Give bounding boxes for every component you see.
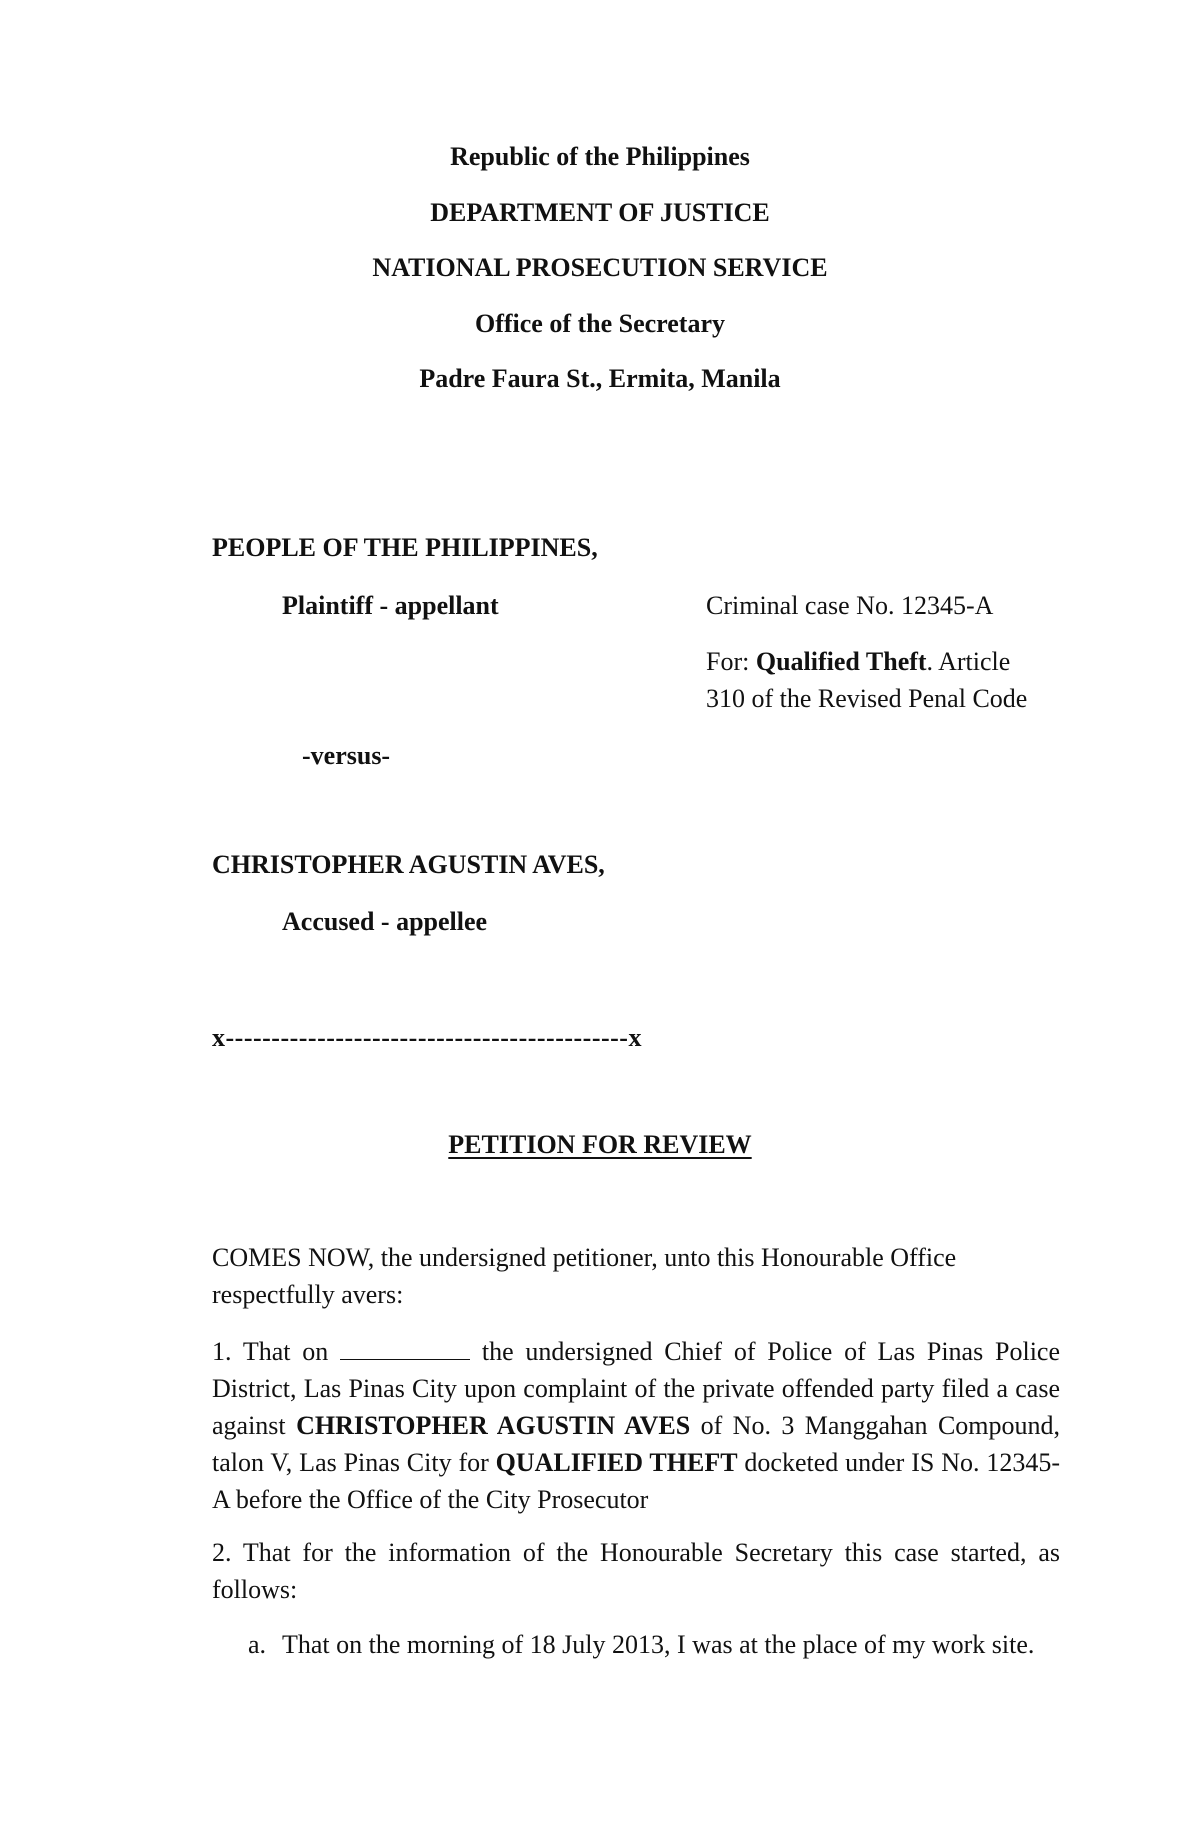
document-title-text: PETITION FOR REVIEW [448, 1130, 752, 1159]
paragraph-1-docket: docketed under IS No. 12345-A before the Office of the City Prosecutor [212, 1448, 1060, 1514]
list-item-text: That on the morning of 18 July 2013, I was at the place of my work site. [282, 1630, 1035, 1659]
accused-name: CHRISTOPHER AGUSTIN AVES, [212, 850, 605, 879]
for-label: For: [706, 647, 750, 676]
paragraph-1-intro: 1. That on [212, 1337, 329, 1366]
header-department: DEPARTMENT OF JUSTICE [430, 198, 770, 227]
paragraph-1-address: of No. 3 Manggahan Compound, talon V, Las Pinas City for [212, 1411, 1061, 1477]
paragraph-1-body: the undersigned Chief of Police of Las Pinas Police District, Las Pinas City upon complaint of the private offended party filed a case against [212, 1337, 1060, 1440]
case-number: Criminal case No. 12345-A [706, 591, 994, 620]
header-republic: Republic of the Philippines [450, 142, 750, 171]
versus-label: -versus- [302, 741, 391, 770]
case-offense-line1 [706, 644, 1060, 680]
paragraph-1 [212, 1333, 1060, 1518]
for-article: . Article [926, 647, 1011, 676]
header-office: Office of the Secretary [474, 309, 725, 338]
paragraph-2: 2. That for the information of the Honourable Secretary this case started, as follows: [212, 1538, 1060, 1604]
list-item-marker: a. [248, 1630, 267, 1659]
paragraph-1-offense: QUALIFIED THEFT [495, 1448, 738, 1477]
accused-role: Accused - appellee [282, 907, 488, 936]
intro-line2: respectfully avers: [212, 1280, 404, 1309]
header-address: Padre Faura St., Ermita, Manila [419, 364, 781, 393]
date-blank-line [340, 1335, 470, 1360]
header-prosecution-service: NATIONAL PROSECUTION SERVICE [372, 253, 828, 282]
caption-separator: x--------------------------------------------x [212, 1023, 642, 1052]
case-offense-line2: 310 of the Revised Penal Code [706, 684, 1028, 713]
document-title [0, 1130, 1200, 1160]
intro-line1: COMES NOW, the undersigned petitioner, unto this Honourable Office [212, 1243, 957, 1272]
plaintiff-name: PEOPLE OF THE PHILIPPINES, [212, 533, 598, 562]
for-offense: Qualified Theft [755, 647, 927, 676]
plaintiff-role: Plaintiff - appellant [282, 591, 499, 620]
paragraph-1-accused: CHRISTOPHER AGUSTIN AVES [296, 1411, 691, 1440]
